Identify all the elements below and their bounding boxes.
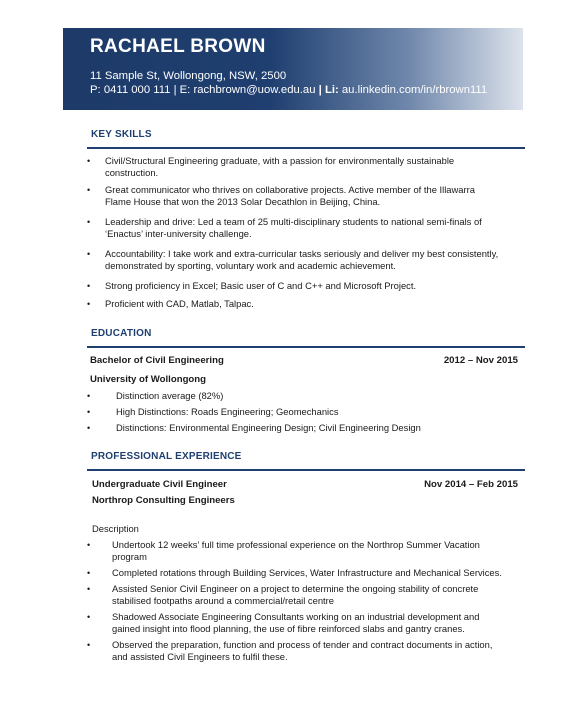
bullet-icon: •	[87, 584, 91, 594]
key-skills-section	[87, 128, 525, 310]
bullet-icon: •	[87, 640, 91, 650]
separator: |	[173, 84, 177, 96]
bullet-icon: •	[87, 281, 91, 291]
institution-name: University of Wollongong	[90, 374, 207, 385]
list-item: • Distinction average (82%)	[87, 390, 224, 401]
bullet-icon: •	[87, 391, 91, 401]
bullet-icon: •	[87, 407, 91, 417]
header-banner	[63, 28, 523, 110]
linkedin-label: Li:	[324, 84, 339, 96]
bullet-icon: •	[87, 249, 91, 259]
address-line: 11 Sample St, Wollongong, NSW, 2500	[90, 70, 287, 82]
section-divider	[87, 346, 525, 348]
bullet-icon: •	[87, 156, 91, 166]
bullet-icon: •	[87, 217, 91, 227]
education-list	[87, 390, 525, 434]
list-item: • Leadership and drive: Led a team of 25 multi-disciplinary students to national semi-finals of ‘Enactus’ inter-university challenge.	[87, 216, 482, 239]
description-label: Description	[92, 523, 139, 534]
email-label: E:	[179, 84, 191, 96]
list-item: • Assisted Senior Civil Engineer on a project to determine the ongoing stability of concrete stabilised footpaths around a commercial/retail centre	[87, 583, 479, 606]
list-item: • High Distinctions: Roads Engineering; Geomechanics	[87, 406, 339, 417]
section-divider	[87, 469, 525, 471]
section-title: KEY SKILLS	[91, 129, 152, 140]
bullet-icon: •	[87, 299, 91, 309]
list-item: • Undertook 12 weeks’ full time professional experience on the Northrop Summer Vacation program	[87, 539, 480, 562]
phone-label: P:	[90, 84, 101, 96]
list-item: • Proficient with CAD, Matlab, Talpac.	[87, 298, 254, 309]
education-section	[87, 327, 525, 434]
email-address[interactable]: rachbrown@uow.edu.au	[193, 84, 316, 96]
bullet-icon: •	[87, 612, 91, 622]
skills-list	[87, 155, 525, 310]
experience-section	[87, 450, 525, 663]
list-item: • Shadowed Associate Engineering Consultants working on an industrial development and gained insight into flood planning, the use of fibre reinforced slabs and gantry cranes.	[87, 611, 480, 634]
degree-title: Bachelor of Civil Engineering	[90, 355, 224, 366]
role-title: Undergraduate Civil Engineer	[92, 479, 227, 490]
list-item: • Civil/Structural Engineering graduate, with a passion for environmentally sustainable construction.	[87, 155, 455, 178]
phone-number: 0411 000 111	[103, 84, 171, 96]
section-divider	[87, 147, 525, 149]
experience-list	[87, 539, 525, 663]
list-item: • Distinctions: Environmental Engineering Design; Civil Engineering Design	[87, 422, 421, 433]
role-dates: Nov 2014 – Feb 2015	[424, 479, 518, 490]
bullet-icon: •	[87, 185, 91, 195]
role-row	[87, 479, 525, 491]
candidate-name: RACHAEL BROWN	[90, 36, 266, 57]
degree-row	[87, 355, 525, 367]
bullet-icon: •	[87, 540, 91, 550]
separator: |	[318, 84, 322, 96]
company-name: Northrop Consulting Engineers	[92, 495, 235, 506]
list-item: • Accountability: I take work and extra-curricular tasks seriously and deliver my best consistently, demonstrated by sporting, voluntary work and academic achievement.	[87, 248, 499, 271]
list-item: • Observed the preparation, function and process of tender and contract documents in action, and assisted Civil Engineers to fulfil these.	[87, 639, 493, 662]
list-item: • Strong proficiency in Excel; Basic user of C and C++ and Microsoft Project.	[87, 280, 417, 291]
section-title: PROFESSIONAL EXPERIENCE	[91, 451, 242, 462]
list-item: • Great communicator who thrives on collaborative projects. Active member of the Illawarra Flame House that won the 2013 Solar Decathlon in Beijing, China.	[87, 184, 475, 207]
section-title: EDUCATION	[91, 328, 152, 339]
contact-line	[90, 83, 523, 97]
bullet-icon: •	[87, 568, 91, 578]
bullet-icon: •	[87, 423, 91, 433]
linkedin-url[interactable]: au.linkedin.com/in/rbrown111	[341, 84, 488, 96]
degree-dates: 2012 – Nov 2015	[443, 355, 518, 366]
list-item: • Completed rotations through Building Services, Water Infrastructure and Mechanical Services.	[87, 567, 502, 578]
